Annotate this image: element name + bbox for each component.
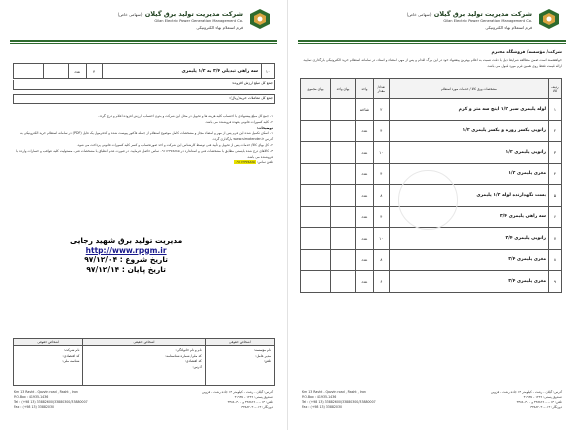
page-1 bbox=[288, 0, 576, 430]
col-unit: واحد bbox=[355, 79, 373, 99]
footer-tel-fa: تلفن: ۰۱۳-۳۳۸۸۲۶۰۰ و ۳۳۸۸۰۳۰۰ bbox=[227, 400, 273, 404]
cell-row: ۵ bbox=[549, 185, 562, 207]
company-name-en: Gilan Electric Power Generation Management Co. bbox=[154, 19, 243, 23]
cell-unit: عدد bbox=[68, 64, 86, 79]
cell-qty: ۴ bbox=[373, 163, 389, 185]
footer-address-en: Km 13 Rasht - Qazvin road , Rasht , Iran bbox=[302, 390, 366, 394]
cell-unit: عدد bbox=[355, 228, 373, 250]
cell-total-price bbox=[301, 206, 331, 228]
cell-row: ۱ bbox=[549, 99, 562, 121]
cell-desc: بست نگهدارنده لوله ۱/۲ پلیمری bbox=[389, 185, 548, 207]
company-logo-icon bbox=[249, 8, 271, 30]
cell-unit: عدد bbox=[355, 271, 373, 293]
cell-desc: لوله پلیمری سبز ۱/۲ اینچ سه متر و کرم bbox=[389, 99, 548, 121]
col-desc: مشخصات ورق کالا / خدمات مورد استعلام bbox=[389, 79, 548, 99]
sig-header-natural: اشخاص حقیقی bbox=[83, 339, 205, 346]
sig-field: آدرس: bbox=[192, 364, 202, 369]
cell-qty: ۶ bbox=[373, 271, 389, 293]
phone-highlight-line: تلفن تماس: ۰۹۱۱۲۳۷۸۸۸۵ bbox=[235, 160, 273, 165]
footer-tel-en: Tel : (+98 13) 33882600(33880300/33880007 bbox=[302, 400, 376, 404]
cell-total-price bbox=[301, 163, 331, 185]
sig-field: نام شرکت: bbox=[63, 348, 80, 352]
cell-desc: مغزی پلیمری ۳/۴ bbox=[389, 271, 548, 293]
footer-fax-en: Fax : (+98 13) 33882030 bbox=[14, 405, 54, 409]
cell-qty: ۸ bbox=[373, 185, 389, 207]
footer-fax-fa: دورنگار: ۰۱۳-۳۳۸۸۲۰۳۰ bbox=[530, 405, 562, 409]
sig-cell-1 bbox=[205, 346, 274, 386]
cell-total-price bbox=[301, 142, 331, 164]
cell-unit-price bbox=[330, 120, 355, 142]
cell-row: ۸ bbox=[549, 249, 562, 271]
table-row bbox=[301, 271, 562, 293]
cell-row: ۲ bbox=[549, 120, 562, 142]
footer-fax-en: Fax : (+98 13) 33882030 bbox=[302, 405, 342, 409]
divider-thin bbox=[298, 43, 566, 44]
cell-row: ۶ bbox=[549, 206, 562, 228]
sig-field: شناسه ملی: bbox=[62, 359, 80, 363]
footer-pobox-en: P.O.Box : 41935-1436 bbox=[302, 395, 337, 399]
cell-total-price bbox=[301, 228, 331, 250]
footer-address-fa: آدرس: گیلان - رشت - کیلومتر ۱۳ جاده رشت - قزوین bbox=[201, 390, 273, 394]
cell-desc: سه راهی تبدیلی ۳/۴ به ۱/۲ پلیمری bbox=[102, 64, 261, 79]
cell-unit-price bbox=[330, 249, 355, 271]
cell-row: ۷ bbox=[549, 228, 562, 250]
cell-row: ۳ bbox=[549, 142, 562, 164]
footer-pobox-fa: صندوق پستی: ۱۴۳۶ - ۴۱۹۳۵ bbox=[234, 395, 273, 399]
letterhead bbox=[0, 6, 287, 40]
company-name: شرکت مدیریت تولید برق گیلان (سهامی خاص) bbox=[117, 10, 243, 18]
cell-total-price bbox=[301, 271, 331, 293]
cell-desc: سه راهی پلیمری ۳/۴ bbox=[389, 206, 548, 228]
cell-qty: ۱۰ bbox=[373, 228, 389, 250]
sig-field: نام و نام خانوادگی: bbox=[175, 348, 202, 352]
sig-cell-2 bbox=[83, 346, 205, 386]
cell-desc: زانویی پلیمری ۱/۲ bbox=[389, 142, 548, 164]
cell-qty: ۲ bbox=[373, 99, 389, 121]
cell-unit-price bbox=[330, 206, 355, 228]
stamp-start-date: تاریخ شروع : ۹۷/۱۲/۰۴ bbox=[84, 255, 169, 264]
recipient-line: شرکت/ مؤسسه/ فروشگاه محترم bbox=[491, 50, 562, 55]
cell-unit: شاخه bbox=[355, 99, 373, 121]
cell-unit: عدد bbox=[355, 120, 373, 142]
footer-pobox-en: P.O.Box : 41935-1436 bbox=[14, 395, 49, 399]
company-name-en: Gilan Electric Power Generation Management Co. bbox=[443, 19, 532, 23]
watermark bbox=[398, 170, 458, 230]
notes bbox=[14, 114, 273, 166]
col-unit-price: بهای واحد bbox=[330, 79, 355, 99]
cell-unit-price bbox=[330, 142, 355, 164]
sig-field: کد ملی/ شماره شناسنامه: bbox=[165, 353, 202, 358]
divider-thin bbox=[10, 43, 277, 44]
signature-header-row bbox=[14, 339, 275, 346]
letterhead bbox=[288, 6, 576, 40]
cell-qty: ۸ bbox=[373, 249, 389, 271]
table-row bbox=[301, 228, 562, 250]
table-row bbox=[301, 99, 562, 121]
sig-field: مدیر عامل: bbox=[255, 353, 271, 358]
cell-unit-price bbox=[330, 99, 355, 121]
cell-unit-price bbox=[330, 185, 355, 207]
cell-unit: عدد bbox=[355, 249, 373, 271]
cell-desc: زانویی پلیمری ۳/۴ bbox=[389, 228, 548, 250]
col-total-price: بهای مجموع bbox=[301, 79, 331, 99]
intro-text: خواهشمند است ضمن مطالعه شرایط ذیل با دقت نسبت به اعلام بهترین پیشنهاد خود در این برگ اقدام و پس از مهر، امضاء و اسناد، در سامانه استعلام خرید الکترونیکی بارگذاری نمایید. ارائه قیمت فقط روی همین فرم مورد قبول می باشد. bbox=[302, 58, 562, 68]
footer-fax-fa: دورنگار: ۰۱۳-۳۳۸۸۲۰۳۰ bbox=[241, 405, 273, 409]
cell-unit: عدد bbox=[355, 185, 373, 207]
cell-total-price bbox=[301, 120, 331, 142]
cell-qty: ۴ bbox=[86, 64, 102, 79]
sig-field: کد اقتصادی: bbox=[184, 359, 202, 363]
cell-row: ۴ bbox=[549, 163, 562, 185]
form-title: فرم استعلام بهاء الکترونیکی bbox=[485, 25, 532, 30]
form-title: فرم استعلام بهاء الکترونیکی bbox=[196, 25, 243, 30]
footer-address-en: Km 13 Rasht - Qazvin road , Rasht , Iran bbox=[14, 390, 78, 394]
date-stamp bbox=[70, 236, 182, 274]
company-name: شرکت مدیریت تولید برق گیلان (سهامی خاص) bbox=[406, 10, 532, 18]
cell-total-price bbox=[301, 185, 331, 207]
col-qty: تعداد/ مقدار bbox=[373, 79, 389, 99]
footer-fa bbox=[202, 390, 273, 410]
sig-header-legal-2: اشخاص حقوقی bbox=[14, 339, 83, 346]
cell-qty: ۱۰ bbox=[373, 142, 389, 164]
table-row bbox=[301, 120, 562, 142]
footer bbox=[14, 390, 273, 418]
cell-unit: عدد bbox=[355, 142, 373, 164]
items-table-continued bbox=[13, 63, 275, 79]
cell-unit-price bbox=[330, 228, 355, 250]
footer-en bbox=[302, 390, 376, 410]
cell-unit: عدد bbox=[355, 206, 373, 228]
footer-address-fa: آدرس: گیلان - رشت - کیلومتر ۱۳ جاده رشت - قزوین bbox=[490, 390, 562, 394]
cell-desc: زانویی بکسر روزه و بکسر پلیمری ۱/۲ bbox=[389, 120, 548, 142]
stamp-end-date: تاریخ پایان : ۹۷/۱۲/۱۴ bbox=[86, 264, 166, 274]
sig-header-legal-1: اشخاص حقوقی bbox=[205, 339, 274, 346]
notes-heading: توضیحات: bbox=[256, 125, 273, 130]
items-header-row bbox=[301, 79, 562, 99]
table-row bbox=[14, 64, 275, 79]
divider bbox=[10, 40, 277, 42]
note-2: ۲- کلیه کسورات قانونی بعهده فروشنده می باشد. bbox=[204, 119, 273, 124]
cell-row: ۱۰ bbox=[262, 64, 275, 79]
cell-unit-price bbox=[330, 271, 355, 293]
footer bbox=[302, 390, 562, 418]
cell-desc: مغزی پلیمری ۳/۴ bbox=[389, 249, 548, 271]
note-4: ۲- کل بهای کالا/ خدمات پس از تحویل و تأیید فنی توسط کارشناس این شرکت و اخذ صورتحساب و کسر کلیه کسورات قانونی پرداخت می شود. bbox=[76, 142, 273, 147]
note-3: ۱- اسکن تکمیل شده این فرم پس از مهر و امضاء مجاز و مشخصات کامل موضوع استعلام از جمله فاکتور پیوست شده و کدفرمول یک فایل (PDF) در سامانه استعلام خرید الکترونیکی به آدرس www.simatender.ir بارگذاری گردد. bbox=[20, 131, 273, 142]
cell-total-price bbox=[301, 249, 331, 271]
cell-total-price bbox=[301, 99, 331, 121]
footer-fa bbox=[491, 390, 562, 410]
stamp-url[interactable]: http://www.rpgm.ir bbox=[85, 245, 167, 255]
sig-field: نام مؤسسه: bbox=[253, 348, 271, 352]
sig-cell-3 bbox=[14, 346, 83, 386]
footer-tel-en: Tel : (+98 13) 33882600(33880300/33880007 bbox=[14, 400, 88, 404]
company-logo-icon bbox=[538, 8, 560, 30]
phone-highlight: ۰۹۱۱۲۳۷۸۸۸۵ bbox=[235, 160, 255, 165]
sum-label: جمع کل مبلغ ارزش افزوده: bbox=[231, 81, 273, 85]
col-row: ردیف کالا bbox=[549, 79, 562, 99]
cell-row: ۹ bbox=[549, 271, 562, 293]
signature-table bbox=[13, 338, 275, 386]
cell-qty: ۴ bbox=[373, 120, 389, 142]
cell-qty: ۴ bbox=[373, 206, 389, 228]
total-label: جمع کل معاملات خرید(ریال): bbox=[229, 96, 273, 100]
note-5: ۳- کالاهای درج شده بایستی مطابق با مشخصات فنی و استاندارد در ۰۹۱۱۲۳۷۸۸۸۵ تماس حاصل فرمایید. در صورت عدم انطباق با مشخصات فنی، مسئولیت کلیه عواقب و خسارات وارده با فروشنده می باشد. bbox=[16, 148, 273, 159]
note-1: ۱- جمع کل مبلغ پیشنهادی با احتساب کلیه هزینه ها و تحویل در محل این شرکت و بدون احتساب ارزش افزوده اعلام و درج گردد. bbox=[98, 114, 273, 118]
stamp-org: مدیریت تولید برق شهید رجایی bbox=[70, 236, 183, 245]
cell-unit-price bbox=[43, 64, 68, 79]
table-row bbox=[301, 249, 562, 271]
cell-unit: عدد bbox=[355, 163, 373, 185]
signature-body-row bbox=[14, 346, 275, 386]
sig-field: تلفن: bbox=[263, 359, 271, 363]
table-row bbox=[301, 142, 562, 164]
footer-en bbox=[14, 390, 88, 410]
cell-total-price bbox=[14, 64, 44, 79]
footer-tel-fa: تلفن: ۰۱۳-۳۳۸۸۲۶۰۰ و ۳۳۸۸۰۳۰۰ bbox=[516, 400, 562, 404]
footer-pobox-fa: صندوق پستی: ۱۴۳۶ - ۴۱۹۳۵ bbox=[523, 395, 562, 399]
sig-field: کد اقتصادی: bbox=[62, 353, 80, 358]
divider bbox=[298, 40, 566, 42]
cell-unit-price bbox=[330, 163, 355, 185]
cell-desc: مغزی پلیمری ۱/۲ bbox=[389, 163, 548, 185]
